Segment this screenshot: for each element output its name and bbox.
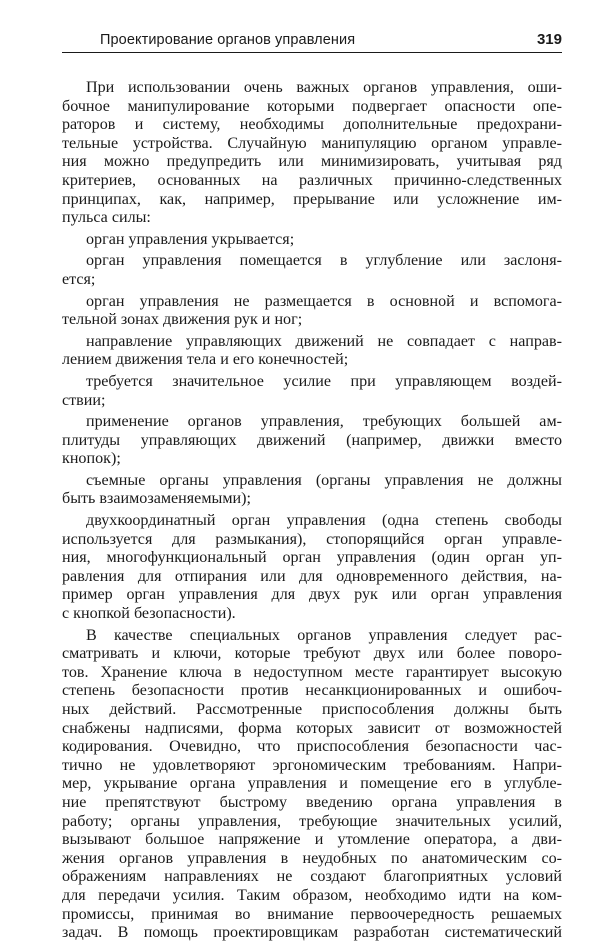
text-line: плитуды управляющих движений (например, движки вместо — [62, 431, 562, 449]
page-number: 319 — [536, 31, 562, 48]
text-line: требуется значительное усилие при управляющем воздей- — [86, 372, 562, 390]
text-line: работу; органы управления, требующие значительных усилий, — [62, 812, 562, 830]
text-line: степень безопасности против несанкционированных и ошибоч- — [62, 682, 562, 700]
text-line: с кнопкой безопасности). — [62, 605, 236, 623]
closing-paragraph — [62, 627, 562, 943]
text-line: задач. В помощь проектировщикам разработан систематический — [62, 924, 562, 942]
list-item — [62, 231, 562, 250]
page-body — [62, 79, 562, 943]
list-item — [62, 512, 562, 624]
text-line: ние препятствуют быстрому введению органа управления в — [62, 793, 562, 811]
text-line: пульса силы: — [62, 209, 151, 227]
text-line: быть взаимозаменяемыми); — [62, 490, 251, 508]
list-item — [62, 413, 562, 469]
text-line: ствии; — [62, 391, 106, 409]
intro-paragraph — [62, 79, 562, 228]
text-line: орган управления укрывается; — [86, 230, 295, 248]
text-line: орган управления помещается в углубление или заслоня- — [86, 252, 562, 270]
text-line: ных действий. Рассмотренные приспособления должны быть — [62, 701, 562, 718]
list-item — [62, 333, 562, 370]
text-line: вызывают большое напряжение и утомление оператора, а дви- — [62, 831, 562, 849]
list-item — [62, 293, 562, 330]
running-head: Проектирование органов управления — [100, 32, 356, 48]
text-line: тельные устройства. Случайную манипуляцию органом управле- — [62, 134, 562, 152]
text-line: мер, укрывание органа управления и помещение его в углубле- — [62, 775, 562, 793]
text-line: бочное манипулирование которыми подвергает опасности опе- — [62, 97, 562, 115]
text-line: кнопок); — [62, 450, 121, 468]
text-line: тично не удовлетворяют эргономическим требованиям. Напри- — [62, 756, 562, 774]
text-line: двухкоординатный орган управления (одна степень свободы — [86, 512, 562, 530]
text-line: принципах, как, например, прерывание или усложнение им- — [62, 190, 562, 208]
text-line: кодирования. Очевидно, что приспособления безопасности час- — [62, 738, 562, 756]
text-line: ется; — [62, 270, 96, 288]
text-line: пример орган управления для двух рук или орган управления — [62, 586, 562, 604]
text-line: направление управляющих движений не совпадает с направ- — [86, 332, 562, 350]
list-item — [62, 472, 562, 509]
text-line: критериев, основанных на различных причинно-следственных — [62, 171, 562, 189]
list-item — [62, 252, 562, 289]
text-line: используется для размыкания), стопорящийся орган управле- — [62, 530, 562, 548]
text-line: снабжены надписями, форма которых зависит от возможностей — [62, 719, 562, 737]
text-line: лением движения тела и его конечностей; — [62, 351, 349, 369]
text-line: тов. Хранение ключа в недоступном месте гарантирует высокую — [62, 663, 562, 681]
text-line: В качестве специальных органов управления следует рас- — [86, 626, 562, 644]
text-line: ния, многофункциональный орган управления (один орган уп- — [62, 549, 562, 567]
text-line: При использовании очень важных органов управления, оши- — [86, 79, 562, 96]
text-line: тельной зонах движения рук и ног; — [62, 311, 303, 329]
text-line: промиссы, принимая во внимание первоочередность решаемых — [62, 905, 562, 923]
text-line: для передачи усилия. Таким образом, необходимо идти на ком- — [62, 886, 562, 904]
book-page — [62, 30, 562, 943]
text-line: съемные органы управления (органы управления не должны — [86, 471, 562, 489]
text-line: орган управления не размещается в основной и вспомога- — [86, 292, 562, 310]
page-header — [62, 30, 562, 53]
list-item — [62, 373, 562, 410]
text-line: равления для отпирания или для одновременного действия, на- — [62, 567, 562, 585]
text-line: раторов и систему, необходимы дополнительные предохрани- — [62, 116, 562, 134]
text-line: сматривать и ключи, которые требуют двух или более поворо- — [62, 645, 562, 663]
text-line: ния можно предупредить или минимизировать, учитывая ряд — [62, 153, 562, 171]
text-line: жения органов управления в неудобных по анатомическим со- — [62, 849, 562, 867]
criteria-list — [62, 231, 562, 624]
text-line: ображениям направлениях не создают благоприятных условий — [62, 868, 562, 886]
text-line: применение органов управления, требующих большей ам- — [86, 413, 562, 431]
